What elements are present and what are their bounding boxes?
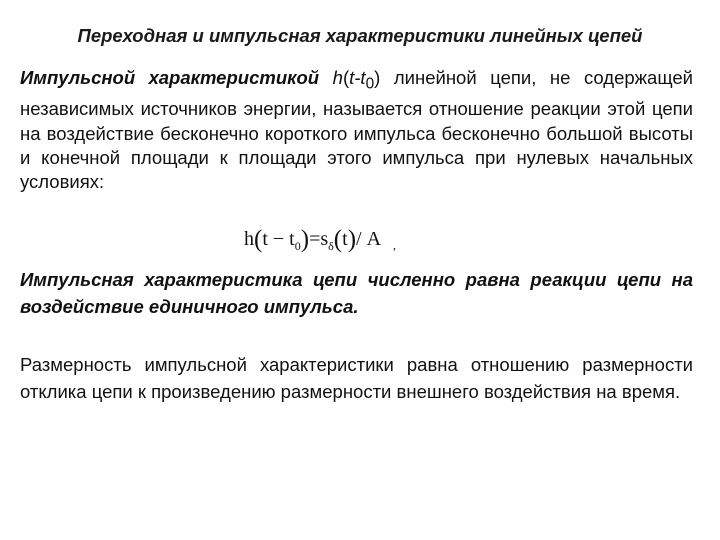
- dimension-paragraph: Размерность импульсной характеристики равна отношению размерности отклика цепи к произведению размерности внешнего воздействия на время.: [20, 354, 693, 402]
- impulse-response-formula: $h(t - t_0)=s_\delta(t)/$ A $_,$: [244, 226, 397, 253]
- formula-s-subscript: δ: [328, 239, 334, 253]
- impulse-function-args: t-t: [349, 67, 366, 88]
- definition-text: линейной цепи, не содержащей независимых источников энергии, называется отношение реакции этой цепи на воздействие бесконечно короткого импульса бесконечно большой высоты и конечной площади к площади этого импульса при нулевых начальных условиях:: [20, 67, 693, 193]
- impulse-function-subscript: 0: [365, 75, 375, 93]
- slide-title: Переходная и импульсная характеристики линейных цепей: [77, 25, 643, 46]
- definition-term: Импульсной характеристикой: [20, 67, 320, 88]
- formula-comma: ,: [393, 238, 397, 252]
- formula-division: / A: [356, 228, 382, 250]
- formula-args: t − t: [262, 228, 295, 250]
- formula-t-subscript: 0: [294, 239, 301, 253]
- impulse-function-h: h: [332, 67, 343, 88]
- formula-equals: =: [309, 228, 321, 250]
- formula-h: h: [244, 228, 254, 250]
- formula-s-arg: t: [342, 228, 348, 250]
- definition-paragraph: Импульсной характеристикой $h(t-t_0)$ линейной цепи, не содержащей независимых источников энергии, называется отношение реакции этой цепи на воздействие бесконечно короткого импульса бесконечно большой высоты и конечной площади к площади этого импульса при нулевых начальных условиях:: [20, 67, 693, 193]
- statement-paragraph: Импульсная характеристика цепи численно равна реакции цепи на воздействие единичного импульса.: [20, 269, 693, 317]
- formula-s: s: [320, 228, 329, 250]
